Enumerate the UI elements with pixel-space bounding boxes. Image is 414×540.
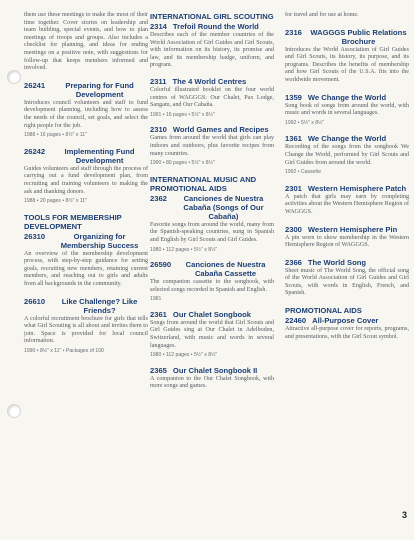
item-number: 2314 <box>150 22 167 31</box>
intro-text: for travel and for use at home. <box>285 12 359 18</box>
item-title: Our Chalet Songbook II <box>172 365 258 375</box>
catalog-entry <box>24 147 148 205</box>
page-number: 3 <box>401 510 407 520</box>
catalog-entry <box>24 81 148 139</box>
item-title: Like Challenge? Like Friends? <box>61 296 138 315</box>
item-title: Canciones de Nuestra Cabaña Cassette <box>185 260 266 279</box>
item-number: 26310 <box>24 231 46 241</box>
item-number: 2366 <box>285 257 302 267</box>
catalog-entry <box>150 77 274 118</box>
section-heading: INTERNATIONAL GIRL SCOUTING <box>150 12 274 21</box>
catalog-entry <box>285 134 409 175</box>
item-description: Games from around the world that girls can play indoors and outdoors, plus favorite recipes from many countries. <box>150 135 274 157</box>
item-number: 2310 <box>150 125 167 135</box>
item-title: The World Song <box>307 257 366 267</box>
section-heading: INTERNATIONAL MUSIC AND PROMOTIONAL AIDS <box>150 174 257 193</box>
section-heading: TOOLS FOR MEMBERSHIP DEVELOPMENT <box>24 212 122 231</box>
item-description: Introduces the World Association of Girl Guides and Girl Scouts, its history, its purpose, and its programs. Describes the benefits of membership and how Girl Scouts of the U.S.A. fits into the worldwide movement. <box>285 46 409 83</box>
column-right <box>285 12 409 341</box>
item-specs: 1990 • 8½" x 11" • Packages of 100 <box>24 348 104 355</box>
item-description: Attractive all-purpose cover for reports, programs, and presentations, with the Girl Scout symbol. <box>285 326 409 340</box>
catalog-entry <box>150 310 274 359</box>
catalog-entry <box>285 225 409 250</box>
binder-hole-bottom <box>7 404 21 418</box>
binder-hole-top <box>7 70 21 84</box>
catalog-entry <box>150 366 274 391</box>
catalog-entry <box>285 93 409 127</box>
item-description: Guides volunteers and staff through the process of carrying out a fund development plan, from recruiting and training volunteers to making the ask and thanking donors. <box>24 165 148 195</box>
item-specs: 1992 • Cassette <box>285 169 322 176</box>
item-number: 2316 <box>285 27 302 37</box>
item-specs: 1992 • 5½" x 8½" <box>285 119 325 126</box>
item-number: 2301 <box>285 183 302 193</box>
item-description: A colorful recruitment brochure for girls that tells what Girl Scouting is all about and invites them to join. Space is provided for local council information. <box>24 315 148 345</box>
item-title: Preparing for Fund Development <box>65 80 134 99</box>
item-title: We Change the World <box>307 134 387 144</box>
item-specs: 1981 <box>150 296 162 303</box>
item-description: Describes each of the member countries of the World Association of Girl Guides and Girl Scouts, with information on its history, its promise and law, and its membership badge, uniform, and program. <box>150 32 274 69</box>
item-title: Canciones de Nuestra Cabaña (Songs of Our Cabaña) <box>183 193 264 221</box>
item-number: 26241 <box>24 80 46 90</box>
item-title: Implementing Fund Development <box>64 146 135 165</box>
item-number: 2362 <box>150 193 167 203</box>
item-description: Favorite songs from around the world, many from the Spanish-speaking countries, sung in Spanish and English by Girl Scouts and Girl Guides. <box>150 221 274 243</box>
catalog-entry <box>24 232 148 289</box>
item-number: 2300 <box>285 224 302 234</box>
item-specs: 1980 • 112 pages • 5½" x 8½" <box>150 352 218 359</box>
item-title: Organizing for Membership Success <box>60 231 139 250</box>
catalog-entry <box>150 125 274 166</box>
item-description: Sheet music of The World Song, the official song of the World Association of Girl Guides and Girl Scouts, with words in English, French, and Spanish. <box>285 267 409 297</box>
item-description: An overview of the membership development process, with step-by-step guidance for setting goals, recruiting new members, retaining current members, and reaching out to girls and adults from all backgrounds in the community. <box>24 250 148 288</box>
item-description: Introduces council volunteers and staff to fund development planning, including how to assess the needs of the council, set goals, and select the right people for the job. <box>24 99 148 129</box>
catalog-entry <box>24 297 148 355</box>
column-left <box>24 12 148 355</box>
item-number: 2365 <box>150 365 167 375</box>
item-specs: 1988 • 20 pages • 8½" x 11" <box>24 198 87 205</box>
column-middle <box>150 12 274 391</box>
item-number: 26590 <box>150 260 172 270</box>
item-title: World Games and Recipes <box>172 125 269 135</box>
item-description: Song book of songs from around the world, with music and words in several languages. <box>285 102 409 117</box>
item-description: A pin worn to show membership in the Western Hemisphere Region of WAGGGS. <box>285 234 409 249</box>
item-number: 26610 <box>24 296 46 306</box>
catalog-entry <box>285 316 409 341</box>
item-specs: 1980 • 112 pages • 5½" x 8½" <box>150 246 218 253</box>
item-specs: 1990 • 80 pages • 5½" x 8½" <box>150 160 215 167</box>
item-title: Trefoil Round the World <box>172 22 259 31</box>
item-title: The 4 World Centres <box>172 76 247 86</box>
item-description: Colorful illustrated booklet on the four world centres of WAGGGS: Our Chalet, Pax Lodge, Sangam, and Our Cabaña. <box>150 86 274 109</box>
item-description: The companion cassette to the songbook, with selected songs recorded in Spanish and English. <box>150 279 274 293</box>
item-number: 1361 <box>285 134 302 144</box>
item-title: Western Hemisphere Pin <box>307 224 398 234</box>
section-heading: PROMOTIONAL AIDS <box>285 306 362 316</box>
item-description: Recording of the songs from the songbook We Change the World, performed by Girl Scouts and Girl Guides from around the world. <box>285 144 409 166</box>
catalog-entry <box>150 194 274 253</box>
intro-text: them use these meetings to make the most of their time together. Cover stories on leadership and team building, special events, and how to plan meetings of troops and groups. Also includes a checklist for planning, and ideas for ending meetings on a positive note, with suggestions for follow-up that keeps members informed and involved. <box>24 12 148 72</box>
item-number: 2311 <box>150 76 167 86</box>
item-title: All-Purpose Cover <box>312 316 379 326</box>
item-number: 1359 <box>285 92 302 102</box>
item-title: Western Hemisphere Patch <box>307 183 407 193</box>
item-number: 22460 <box>285 316 307 326</box>
item-title: WAGGGS Public Relations Brochure <box>310 27 407 46</box>
catalog-entry <box>285 258 409 298</box>
catalog-entry <box>285 28 409 85</box>
item-description: A patch that girls may earn by completing activities about the Western Hemisphere Region of WAGGGS. <box>285 193 409 215</box>
item-number: 2361 <box>150 309 167 319</box>
item-description: A companion to the Our Chalet Songbook, with more songs and games. <box>150 375 274 390</box>
catalog-entry <box>285 184 409 217</box>
catalog-entry <box>150 22 274 70</box>
item-specs: 1991 • 16 pages • 5½" x 8½" <box>150 111 215 118</box>
item-specs: 1988 • 16 pages • 8½" x 11" <box>24 132 87 139</box>
item-number: 26242 <box>24 146 46 156</box>
item-description: Songs from around the world that Girl Scouts and Girl Guides sing at Our Chalet in Adelboden, Switzerland, with music and words in several languages. <box>150 319 274 349</box>
catalog-entry <box>150 260 274 303</box>
item-title: We Change the World <box>307 92 387 102</box>
item-title: Our Chalet Songbook <box>172 309 251 319</box>
